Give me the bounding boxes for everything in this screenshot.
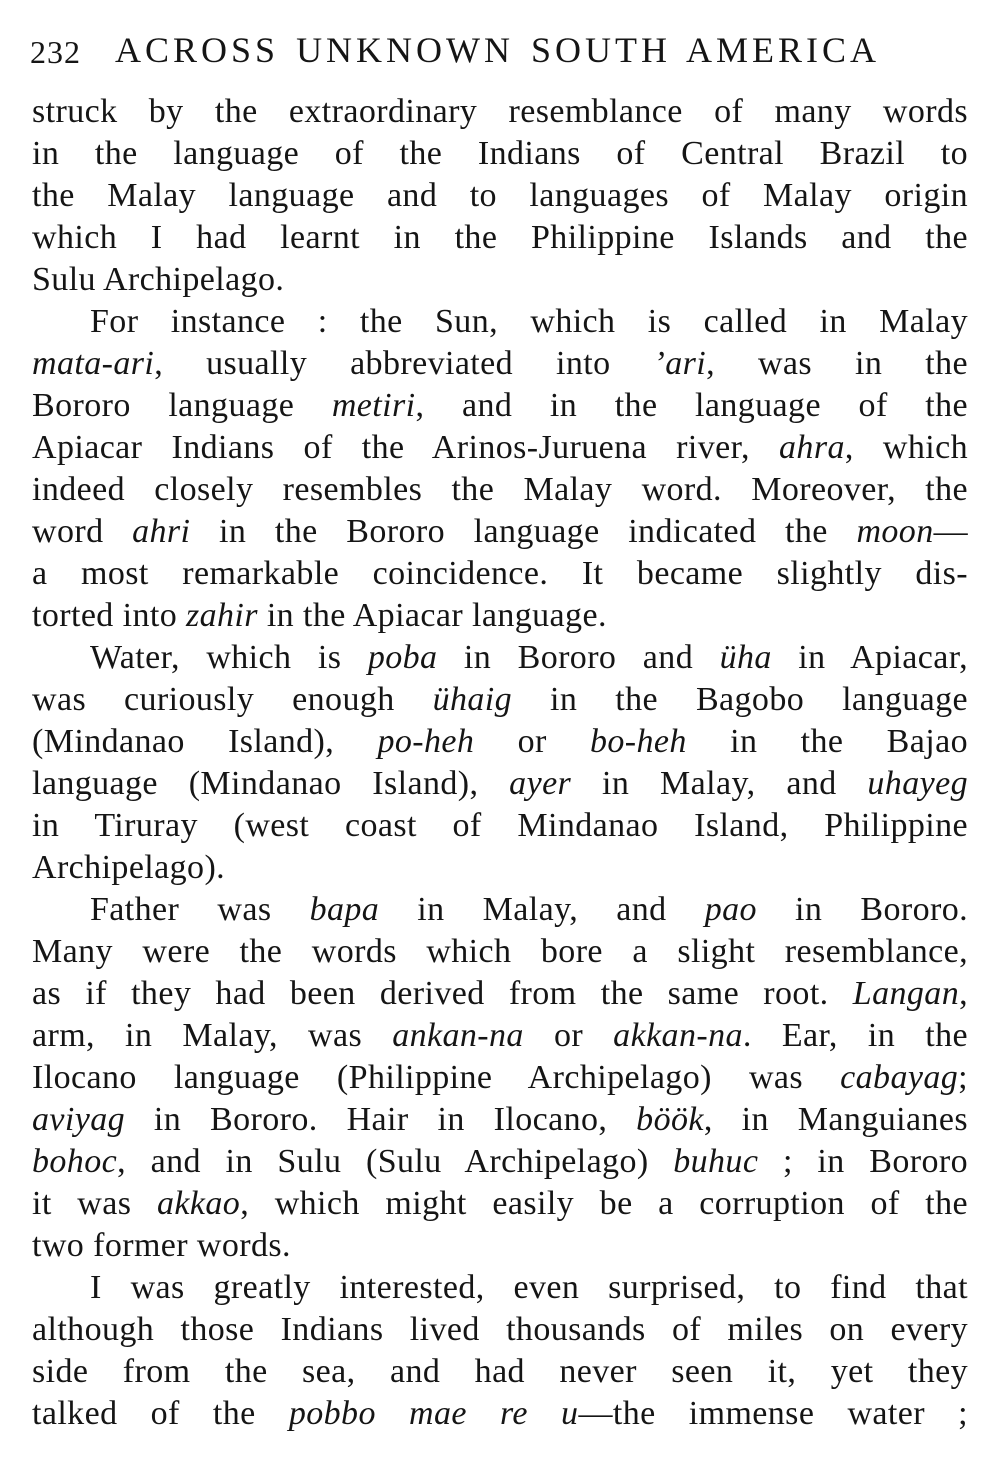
italic-text-run: cabayag bbox=[840, 1059, 959, 1096]
text-line bbox=[32, 259, 968, 301]
text-run: Many were the words which bore a slight resemblance, bbox=[32, 933, 968, 970]
italic-text-run: ahri bbox=[132, 513, 191, 550]
text-run: — bbox=[933, 513, 968, 550]
text-line bbox=[32, 175, 968, 217]
paragraph bbox=[32, 1267, 968, 1435]
text-line bbox=[32, 1267, 968, 1309]
text-run: ; in Bororo bbox=[758, 1143, 969, 1180]
italic-text-run: mata-ari bbox=[32, 345, 155, 382]
italic-text-run: pobbo mae re u bbox=[288, 1395, 579, 1432]
text-line bbox=[32, 1393, 968, 1435]
text-line bbox=[32, 1015, 968, 1057]
italic-text-run: üha bbox=[719, 639, 772, 676]
text-run: , was in the bbox=[706, 345, 968, 382]
text-run: , which bbox=[844, 429, 968, 466]
text-line bbox=[32, 133, 968, 175]
italic-text-run: metiri bbox=[331, 387, 416, 424]
italic-text-run: ühaig bbox=[432, 681, 513, 718]
text-run: Archipelago). bbox=[32, 849, 226, 886]
italic-text-run: pao bbox=[704, 891, 757, 928]
text-run: it was bbox=[32, 1185, 157, 1222]
italic-text-run: ankan-na bbox=[392, 1017, 524, 1054]
text-run: in Malay, and bbox=[571, 765, 868, 802]
text-run: was curiously enough bbox=[32, 681, 433, 718]
text-line bbox=[32, 1057, 968, 1099]
text-run: arm, in Malay, was bbox=[32, 1017, 393, 1054]
text-run: ; bbox=[958, 1059, 968, 1096]
text-line bbox=[32, 763, 968, 805]
text-run: . Ear, in the bbox=[742, 1017, 968, 1054]
text-run: Bororo language bbox=[32, 387, 332, 424]
text-run: I was greatly interested, even surprised, to find that bbox=[90, 1269, 968, 1306]
text-run: the Malay language and to languages of Malay origin bbox=[32, 177, 968, 214]
text-run: in Tiruray (west coast of Mindanao Island, Philippine bbox=[32, 807, 968, 844]
text-line bbox=[32, 931, 968, 973]
text-line bbox=[32, 1225, 968, 1267]
text-line bbox=[32, 721, 968, 763]
text-line bbox=[32, 469, 968, 511]
text-run: , and in the language of the bbox=[415, 387, 968, 424]
text-run: in Malay, and bbox=[379, 891, 705, 928]
text-line bbox=[32, 637, 968, 679]
text-line bbox=[32, 595, 968, 637]
text-run: or bbox=[474, 723, 590, 760]
text-run: , bbox=[959, 975, 968, 1012]
text-run: Water, which is bbox=[90, 639, 368, 676]
text-run: Apiacar Indians of the Arinos-Juruena river, bbox=[32, 429, 780, 466]
text-line bbox=[32, 1351, 968, 1393]
text-run: For instance : the Sun, which is called in Malay bbox=[90, 303, 968, 340]
paragraph bbox=[32, 91, 968, 301]
paragraph bbox=[32, 637, 968, 889]
running-header bbox=[0, 30, 1000, 70]
text-run: or bbox=[523, 1017, 614, 1054]
text-line bbox=[32, 1141, 968, 1183]
text-run: in Apiacar, bbox=[771, 639, 968, 676]
text-run: Father was bbox=[90, 891, 310, 928]
text-run: —the immense water ; bbox=[578, 1395, 968, 1432]
paragraph bbox=[32, 301, 968, 637]
italic-text-run: ahra bbox=[779, 429, 845, 466]
text-run: word bbox=[32, 513, 133, 550]
text-run: in Bororo and bbox=[437, 639, 720, 676]
text-line bbox=[32, 511, 968, 553]
text-run: side from the sea, and had never seen it, yet they bbox=[32, 1353, 968, 1390]
text-line bbox=[32, 1183, 968, 1225]
text-run: in Bororo. Hair in Ilocano, bbox=[125, 1101, 637, 1138]
text-line bbox=[32, 889, 968, 931]
text-run: which I had learnt in the Philippine Islands and the bbox=[32, 219, 968, 256]
italic-text-run: akkao bbox=[157, 1185, 241, 1222]
running-title: ACROSS UNKNOWN SOUTH AMERICA bbox=[115, 30, 881, 70]
text-run: language (Mindanao Island), bbox=[32, 765, 510, 802]
italic-text-run: moon bbox=[856, 513, 934, 550]
text-run: in Bororo. bbox=[756, 891, 968, 928]
text-run: torted into bbox=[32, 597, 186, 634]
text-run: , usually abbreviated into bbox=[154, 345, 654, 382]
italic-text-run: buhuc bbox=[673, 1143, 759, 1180]
text-line bbox=[32, 91, 968, 133]
text-run: Ilocano language (Philippine Archipelago) was bbox=[32, 1059, 841, 1096]
text-run: , which might easily be a corruption of the bbox=[240, 1185, 968, 1222]
text-run: as if they had been derived from the same root. bbox=[32, 975, 853, 1012]
italic-text-run: po-heh bbox=[377, 723, 475, 760]
text-run: talked of the bbox=[32, 1395, 289, 1432]
text-run: in the Bororo language indicated the bbox=[190, 513, 857, 550]
italic-text-run: ayer bbox=[509, 765, 572, 802]
text-run: although those Indians lived thousands of miles on every bbox=[32, 1311, 968, 1348]
text-run: , and in Sulu (Sulu Archipelago) bbox=[117, 1143, 674, 1180]
italic-text-run: bohoc bbox=[32, 1143, 118, 1180]
paragraph bbox=[32, 889, 968, 1267]
text-run: in the Bagobo language bbox=[512, 681, 969, 718]
italic-text-run: aviyag bbox=[32, 1101, 126, 1138]
italic-text-run: poba bbox=[367, 639, 438, 676]
text-run: , in Manguianes bbox=[703, 1101, 968, 1138]
italic-text-run: bapa bbox=[309, 891, 380, 928]
text-line bbox=[32, 553, 968, 595]
page-number: 232 bbox=[30, 34, 81, 70]
text-run: a most remarkable coincidence. It became slightly dis- bbox=[32, 555, 968, 592]
italic-text-run: ’ari bbox=[653, 345, 707, 382]
text-line bbox=[32, 343, 968, 385]
text-run: (Mindanao Island), bbox=[32, 723, 378, 760]
italic-text-run: uhayeg bbox=[867, 765, 968, 802]
text-run: indeed closely resembles the Malay word. Moreover, the bbox=[32, 471, 968, 508]
text-line bbox=[32, 1099, 968, 1141]
text-run: in the Apiacar language. bbox=[257, 597, 607, 634]
italic-text-run: akkan-na bbox=[613, 1017, 743, 1054]
text-line bbox=[32, 385, 968, 427]
italic-text-run: zahir bbox=[186, 597, 258, 634]
text-line bbox=[32, 805, 968, 847]
text-line bbox=[32, 301, 968, 343]
text-line bbox=[32, 973, 968, 1015]
text-run: two former words. bbox=[32, 1227, 291, 1264]
italic-text-run: Langan bbox=[852, 975, 960, 1012]
text-run: struck by the extraordinary resemblance of many words bbox=[32, 93, 968, 130]
text-run: in the language of the Indians of Central Brazil to bbox=[32, 135, 968, 172]
text-run: in the Bajao bbox=[686, 723, 968, 760]
italic-text-run: bo-heh bbox=[590, 723, 687, 760]
text-run: Sulu Archipelago. bbox=[32, 261, 285, 298]
text-line bbox=[32, 847, 968, 889]
italic-text-run: böök bbox=[636, 1101, 704, 1138]
text-line bbox=[32, 679, 968, 721]
text-line bbox=[32, 427, 968, 469]
text-line bbox=[32, 1309, 968, 1351]
body-text bbox=[32, 91, 968, 1435]
text-line bbox=[32, 217, 968, 259]
